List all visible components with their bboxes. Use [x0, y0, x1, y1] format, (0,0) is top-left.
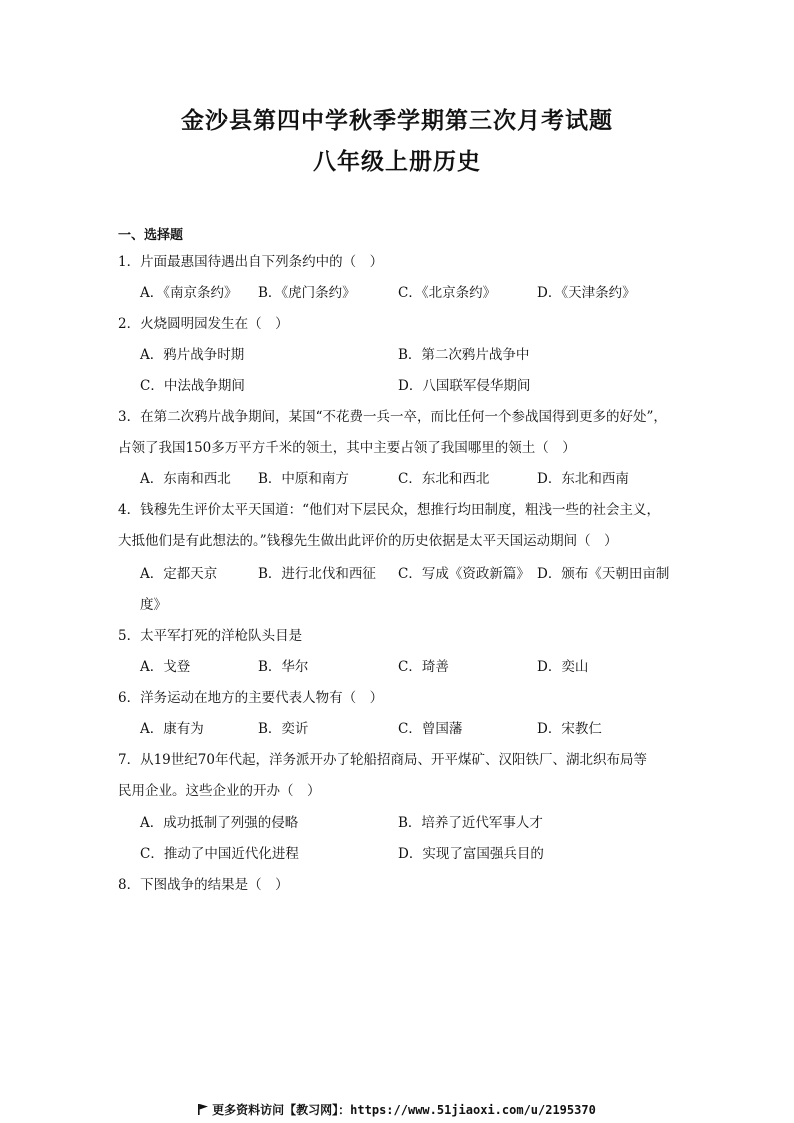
question-6-option-c: C．曾国藩 [398, 721, 463, 737]
question-7-option-a: A．成功抵制了列强的侵略 [140, 815, 299, 831]
exam-title: 金沙县第四中学秋季学期第三次月考试题 [181, 108, 613, 134]
question-2-option-b: B．第二次鸦片战争中 [398, 347, 530, 363]
question-7-option-d: D．实现了富国强兵目的 [398, 846, 544, 862]
question-1-option-a: A．《南京条约》 [140, 285, 238, 301]
question-2-stem: 2．火烧圆明园发生在（ ） [118, 316, 289, 332]
question-4-stem-line2: 大抵他们是有此想法的。”钱穆先生做出此评价的历史依据是太平天国运动期间（ ） [118, 533, 618, 549]
question-7-stem-line1: 7．从19世纪70年代起，洋务派开办了轮船招商局、开平煤矿、汉阳铁厂、湖北织布局等 [118, 752, 647, 768]
question-6-option-d: D．宋教仁 [537, 721, 602, 737]
question-7-option-c: C．推动了中国近代化进程 [140, 846, 299, 862]
question-3-option-c: C．东北和西北 [398, 471, 490, 487]
question-3-option-b: B．中原和南方 [258, 471, 349, 487]
question-1-stem: 1．片面最惠国待遇出自下列条约中的（ ） [118, 254, 384, 270]
question-3-option-a: A．东南和西北 [140, 471, 231, 487]
footer-link[interactable] [0, 1101, 794, 1118]
flag-icon [198, 1104, 208, 1118]
question-1-option-d: D．《天津条约》 [537, 285, 636, 301]
question-3-stem-line1: 3．在第二次鸦片战争期间，某国“不花费一兵一卒，而比任何一个参战国得到更多的好处”， [118, 409, 667, 425]
question-4-option-a: A．定都天京 [140, 566, 218, 582]
question-1-option-b: B．《虎门条约》 [258, 285, 356, 301]
question-6-option-a: A．康有为 [140, 721, 204, 737]
exam-subtitle: 八年级上册历史 [313, 149, 481, 175]
question-2-option-c: C．中法战争期间 [140, 378, 245, 394]
question-7-option-b: B．培养了近代军事人才 [398, 815, 543, 831]
question-5-option-c: C．琦善 [398, 659, 449, 675]
question-3-option-d: D．东北和西南 [537, 471, 629, 487]
question-6-stem: 6．洋务运动在地方的主要代表人物有（ ） [118, 690, 384, 706]
question-5-option-a: A．戈登 [140, 659, 191, 675]
question-4-option-b: B．进行北伐和西征 [258, 566, 376, 582]
question-5-option-b: B．华尔 [258, 659, 309, 675]
question-5-stem: 5．太平军打死的洋枪队头目是 [118, 628, 303, 644]
question-4-option-c: C．写成《资政新篇》 [398, 566, 530, 582]
question-6-option-b: B．奕䜣 [258, 721, 309, 737]
section-heading: 一、选择题 [118, 228, 184, 243]
footer-text: 更多资料访问【教习网】：https://www.51jiaoxi.com/u/2195370 [212, 1103, 596, 1117]
question-8-stem: 8．下图战争的结果是（ ） [118, 877, 289, 893]
question-7-stem-line2: 民用企业。这些企业的开办（ ） [118, 783, 321, 799]
question-3-stem-line2: 占领了我国150多万平方千米的领土，其中主要占领了我国哪里的领土（ ） [118, 440, 576, 456]
question-5-option-d: D．奕山 [537, 659, 589, 675]
question-4-option-d-wrap: 度》 [140, 597, 167, 613]
question-4-stem-line1: 4．钱穆先生评价太平天国道：“他们对下层民众，想推行均田制度，粗浅一些的社会主义， [118, 502, 660, 518]
question-2-option-a: A．鸦片战争时期 [140, 347, 245, 363]
question-1-option-c: C．《北京条约》 [398, 285, 497, 301]
question-2-option-d: D．八国联军侵华期间 [398, 378, 531, 394]
question-4-option-d: D．颁布《天朝田亩制 [537, 566, 670, 582]
